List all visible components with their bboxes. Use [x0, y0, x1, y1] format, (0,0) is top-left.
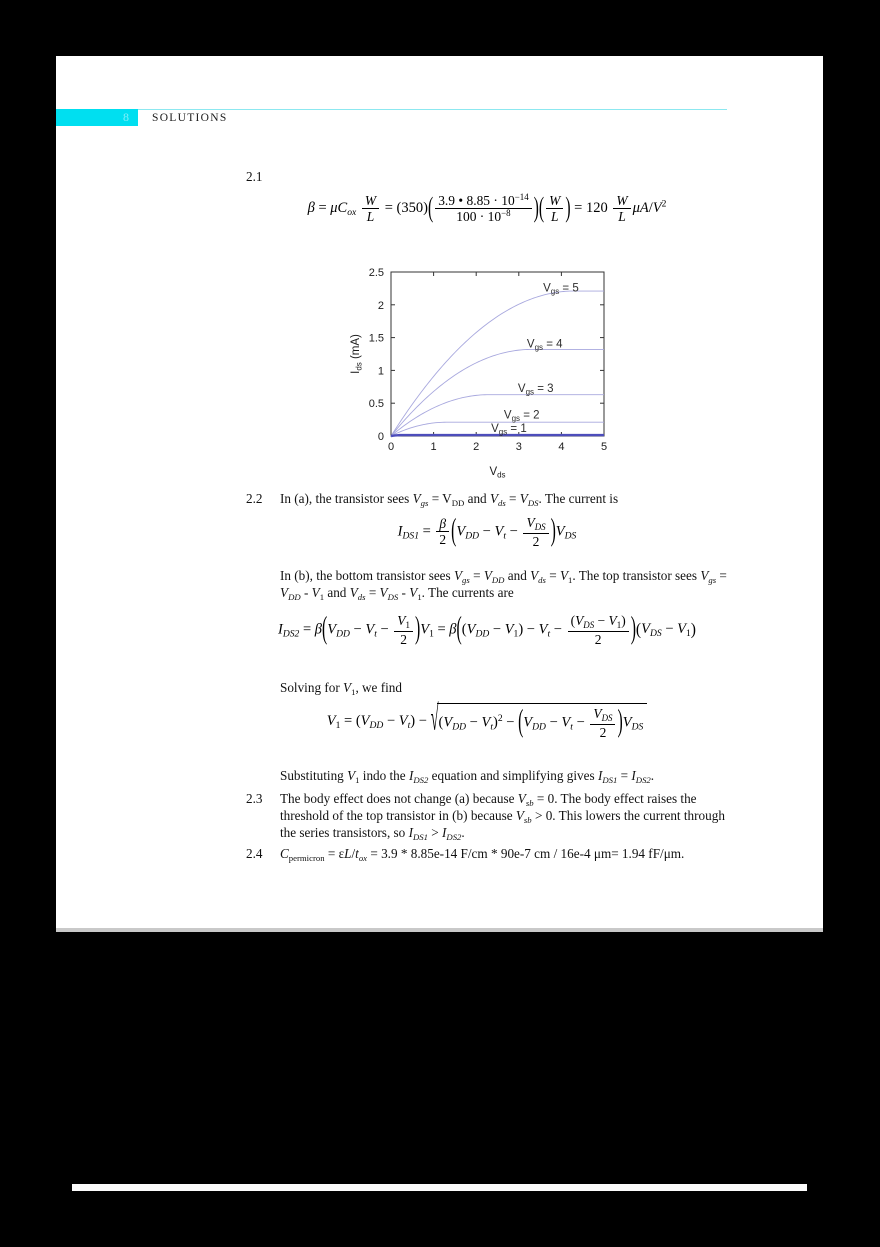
svg-text:Vgs = 3: $V_{gs} = 3$	[517, 383, 554, 397]
equation-v1: $V_1 = (V_{DD} - V_t) - √(V_{DD} - V_t)^2 - (V_{DD} - V_t$ − $\frac{V_{DS}}{2}$ )$V_{DS}$	[226, 703, 748, 740]
equation-beta: $\beta = \mu C_{ox}$ $\frac{W}{L}$ = (350)( $\frac{3.9 • 8.85 \cdot 10^{-14}}{100 \cdot 10^{-8}}$ )( $\frac{W}{L}$ ) = 120 $\frac{W}{L}$ $\mu A/V^2$	[307, 192, 667, 225]
paragraph-2-4: $C_{permicron} = \varepsilon L/t_{ox} = 3.9 * 8.85e-14$ F/cm * 90e-7 cm / 16e-4 μm= 1.94 fF/μm.	[280, 846, 685, 863]
section-number-2-1: 2.1	[246, 169, 263, 184]
section-number-2-4: 2.4	[246, 846, 263, 861]
chapter-number: 8	[123, 110, 129, 124]
svg-text:Vgs = 5: $V_{gs} = 5$	[543, 282, 579, 297]
paragraph-2-3: The body effect does not change (a) because $V_{sb} = 0$. The body effect raises the threshold of the top transistor in (b) because $V_{sb} > 0$. This lowers the current through the series transistors, so $I_{DS1} > I_{DS2}$.	[280, 791, 725, 842]
paragraph-substituting: Substituting $V_1$ indo the $I_{DS2}$ equation and simplifying gives $I_{DS1} = I_{DS2}$.	[280, 768, 655, 785]
svg-text:3: 3	[515, 441, 522, 453]
svg-text:0: 0	[387, 441, 395, 453]
document-page	[56, 56, 823, 932]
svg-text:0: 0	[377, 431, 384, 443]
paragraph-solving: Solving for $V_1$, we find	[280, 680, 402, 697]
svg-text:Vgs = 2: $V_{gs} = 2$	[503, 409, 540, 423]
svg-text:4: 4	[558, 441, 565, 453]
svg-text:Vgs = 4: $V_{gs} = 4$	[526, 338, 563, 352]
svg-text:5: 5	[600, 441, 608, 453]
svg-text:0.5: 0.5	[368, 398, 384, 411]
svg-text:1.5: 1.5	[368, 332, 384, 345]
page-title: SOLUTIONS	[152, 112, 228, 124]
section-number-2-2: 2.2	[246, 491, 263, 506]
svg-text:2.5: 2.5	[368, 267, 384, 279]
svg-text:1: 1	[430, 441, 437, 453]
svg-text:1: 1	[377, 365, 384, 378]
svg-text:2: 2	[377, 299, 384, 312]
header-rule	[56, 109, 727, 110]
equation-ids1: $I_{DS1}$ = $\frac{\beta}{2}$ ($V_{DD} - V_t$ − $\frac{V_{DS}}{2}$ )$V_{DS}$	[397, 513, 577, 549]
iv-curve-chart-svg	[342, 260, 642, 490]
chapter-tab	[56, 109, 138, 126]
paragraph-2-2-a: In (a), the transistor sees $V_{gs} = V_{DD}$ and $V_{ds} = V_{DS}$. The current is	[280, 491, 619, 508]
svg-text:Vgs = 1: $V_{gs} = 1$	[491, 423, 527, 437]
equation-ids2: $I_{DS2} = \beta(V_{DD} - V_t$ − $\frac{V_1}{2}$ )$V_1 = \beta((V_{DD} - V_1) - V_t$ − $\frac{(V_{DS} - V_1)}{2}$ )$(V_{DS} - V_1)$	[278, 611, 696, 647]
paragraph-2-2-b: In (b), the bottom transistor sees $V_{gs} = V_{DD}$ and $V_{ds} = V_1$. The top transistor sees $V_{gs} = V_{DD} - V_1$ and $V_{ds} = V_{DS} - V_1$. The currents are	[280, 568, 727, 602]
svg-text:2: 2	[473, 441, 480, 453]
svg-text:Ids (mA): $I_{ds}$ (mA)	[350, 334, 364, 374]
bottom-page-strip	[72, 1184, 807, 1191]
section-number-2-3: 2.3	[246, 791, 263, 806]
iv-curve-chart	[342, 260, 642, 490]
svg-text:Vds: $V_{ds}$	[489, 466, 506, 480]
